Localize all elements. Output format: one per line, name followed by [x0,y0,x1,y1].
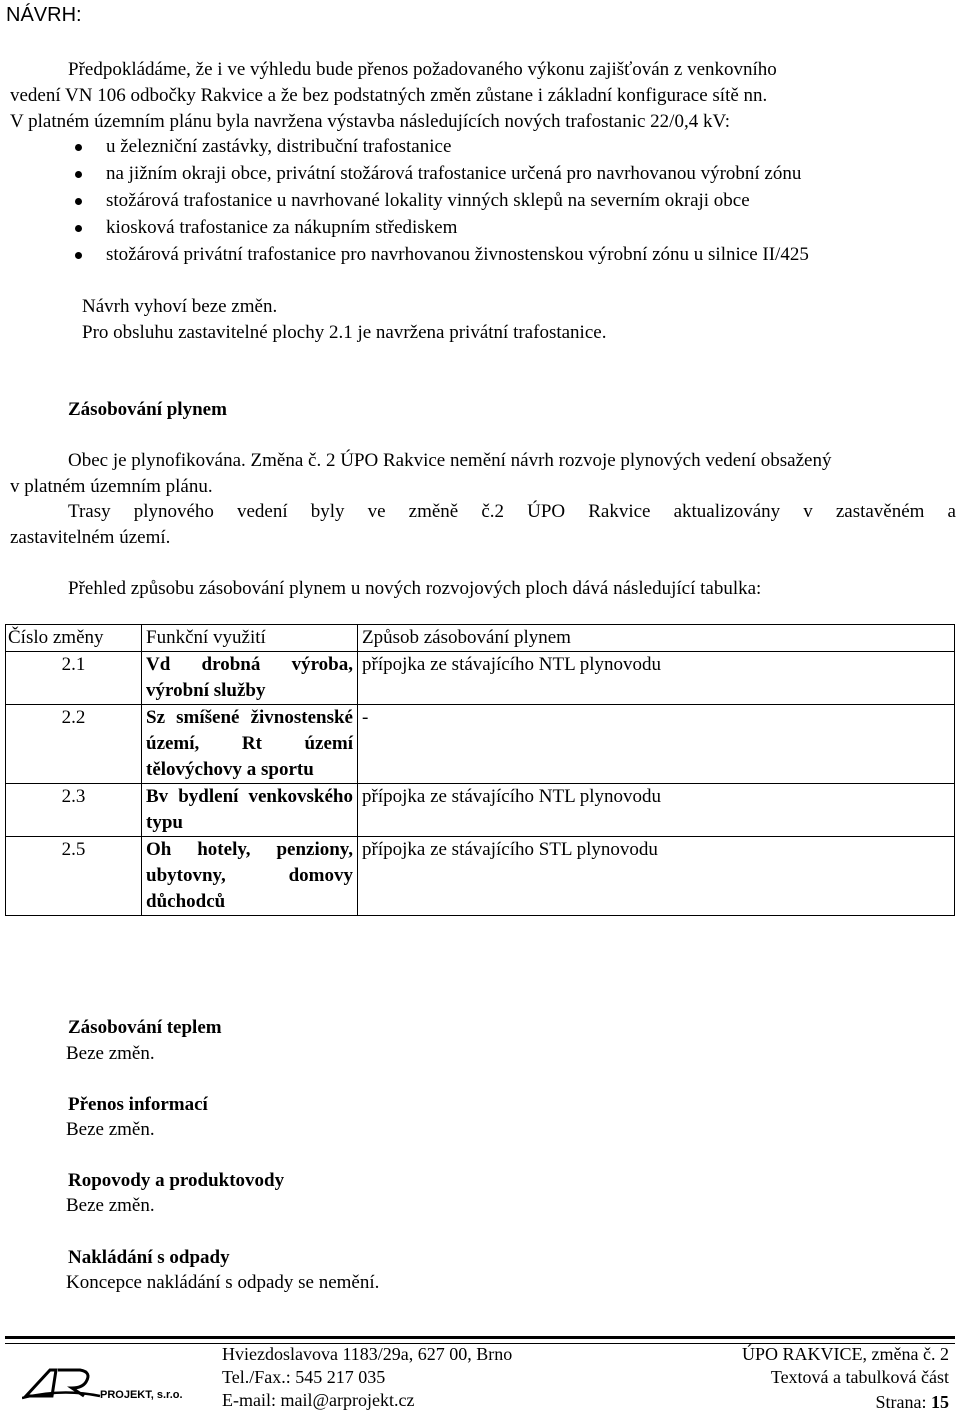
intro-line-2: vedení VN 106 odbočky Rakvice a že bez podstatných změn zůstane i základní konfigurace sítě nn. [10,85,768,106]
footer-email: E-mail: mail@arprojekt.cz [222,1390,415,1410]
list-item: na jižním okraji obce, privátní stožárová trafostanice určená pro navrhovanou výrobní zónu [75,161,809,188]
gas-line-1: Obec je plynofikována. Změna č. 2 ÚPO Rakvice nemění návrh rozvoje plynových vedení obsažený [68,450,832,471]
intro-line-3: V platném územním plánu byla navržena výstavba následujících nových trafostanic 22/0,4 kV: [10,111,731,132]
document-heading: NÁVRH: [6,4,82,26]
table-cell-supply: - [358,705,955,784]
table-row [6,705,955,784]
page-number: 15 [931,1392,949,1412]
intro-line-1: Předpokládáme, že i ve výhledu bude přenos požadovaného výkonu zajišťován z venkovního [68,59,777,80]
table-cell-supply: přípojka ze stávajícího NTL plynovodu [358,784,955,837]
table-cell-use: Sz smíšené živnostenské území, Rt území tělovýchovy a sportu [142,705,358,784]
table-row [6,652,955,705]
footer-address: Hviezdoslavova 1183/29a, 627 00, Brno [222,1344,513,1364]
list-item: u železniční zastávky, distribuční trafostanice [75,134,809,161]
table-header-cell: Způsob zásobování plynem [358,625,955,652]
waste-text: Koncepce nakládání s odpady se nemění. [66,1272,380,1293]
table-header-cell: Číslo změny [6,625,142,652]
logo-mark [22,1360,202,1405]
table-cell-use: Bv bydlení venkovského typu [142,784,358,837]
list-item: kiosková trafostanice za nákupním střediskem [75,215,809,242]
table-cell-supply: přípojka ze stávajícího STL plynovodu [358,837,955,916]
page-label: Strana: [875,1392,931,1412]
private-transformer-note: Pro obsluhu zastavitelné plochy 2.1 je navržena privátní trafostanice. [82,322,607,343]
gas-supply-table [5,624,955,916]
heat-text: Beze změn. [66,1043,155,1064]
footer-document-part: Textová a tabulková část [770,1367,949,1387]
section-title-pipelines: Ropovody a produktovody [68,1170,285,1191]
proposal-note: Návrh vyhoví beze změn. [82,296,278,317]
table-cell-number: 2.3 [6,784,142,837]
transformer-list [75,134,809,269]
list-item: stožárová privátní trafostanice pro navrhovanou živnostenskou výrobní zónu u silnice II/425 [75,242,809,269]
gas-paragraph-1 [10,448,956,500]
footer-project: ÚPO RAKVICE, změna č. 2 [742,1344,949,1364]
table-cell-use: Oh hotely, penziony, ubytovny, domovy důchodců [142,837,358,916]
information-text: Beze změn. [66,1119,155,1140]
section-title-waste: Nakládání s odpady [68,1247,230,1268]
gas-paragraph-2 [10,499,956,551]
section-title-heat: Zásobování teplem [68,1017,222,1038]
footer-page [876,1391,950,1414]
gas-line-3: Trasy plynového vedení byly ve změně č.2 ÚPO Rakvice aktualizovány v zastavěném a [68,501,956,522]
logo-company-text: PROJEKT, s.r.o. [100,1389,183,1401]
table-cell-number: 2.1 [6,652,142,705]
gas-line-4: zastavitelném území. [10,527,171,548]
table-header-row [6,625,955,652]
section-title-gas: Zásobování plynem [68,399,227,420]
intro-paragraph [10,57,956,135]
company-logo [22,1360,202,1405]
table-cell-number: 2.5 [6,837,142,916]
table-row [6,784,955,837]
gas-line-2: v platném územním plánu. [10,476,213,497]
table-cell-supply: přípojka ze stávajícího NTL plynovodu [358,652,955,705]
table-header-cell: Funkční využití [142,625,358,652]
table-cell-number: 2.2 [6,705,142,784]
pipelines-text: Beze změn. [66,1195,155,1216]
section-title-information: Přenos informací [68,1094,208,1115]
table-intro: Přehled způsobu zásobování plynem u nových rozvojových ploch dává následující tabulka: [68,578,762,599]
list-item: stožárová trafostanice u navrhované lokality vinných sklepů na severním okraji obce [75,188,809,215]
table-row [6,837,955,916]
footer-phone: Tel./Fax.: 545 217 035 [222,1367,386,1387]
table-cell-use: Vd drobná výroba, výrobní služby [142,652,358,705]
